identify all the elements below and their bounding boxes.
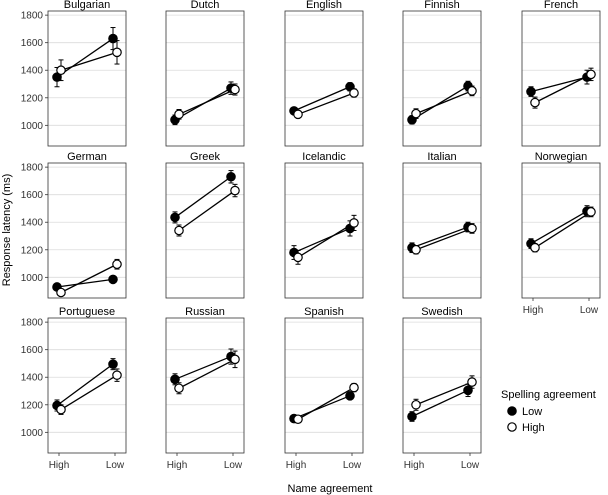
panel-russian bbox=[166, 306, 244, 471]
panel-title: Italian bbox=[427, 151, 457, 163]
panel-title: German bbox=[67, 151, 107, 163]
y-tick-label: 1000 bbox=[20, 120, 43, 132]
point-low bbox=[227, 173, 235, 181]
point-low bbox=[109, 360, 117, 368]
panel-finnish bbox=[403, 0, 481, 146]
legend-low-label: Low bbox=[522, 406, 543, 418]
y-tick-label: 1400 bbox=[20, 372, 43, 384]
y-tick-label: 1800 bbox=[20, 317, 43, 329]
point-low bbox=[464, 386, 472, 394]
panel-title: Icelandic bbox=[302, 151, 346, 163]
panel-dutch bbox=[166, 0, 244, 146]
panel-portuguese bbox=[21, 306, 126, 471]
y-tick-label: 1600 bbox=[20, 190, 43, 202]
point-high bbox=[175, 110, 183, 118]
point-high bbox=[531, 244, 539, 252]
point-high bbox=[468, 224, 476, 232]
point-high bbox=[412, 246, 420, 254]
point-high bbox=[468, 378, 476, 386]
point-high bbox=[587, 208, 595, 216]
point-low bbox=[109, 34, 117, 42]
point-high bbox=[531, 98, 539, 106]
x-tick-label: High bbox=[403, 460, 425, 471]
x-axis-label: Name agreement bbox=[287, 483, 373, 495]
panel-greek bbox=[166, 151, 244, 298]
point-high bbox=[294, 415, 302, 423]
panel-background bbox=[403, 11, 481, 146]
point-low bbox=[346, 392, 354, 400]
x-tick-label: High bbox=[166, 460, 188, 471]
panel-title: Finnish bbox=[424, 0, 460, 11]
x-tick-label: Low bbox=[223, 460, 243, 471]
y-tick-label: 1200 bbox=[20, 93, 43, 105]
y-tick-label: 1200 bbox=[20, 400, 43, 412]
point-high bbox=[57, 288, 65, 296]
x-tick-label: Low bbox=[579, 305, 599, 316]
legend-title: Spelling agreement bbox=[501, 389, 596, 401]
panel-german bbox=[21, 151, 126, 298]
legend-high-label: High bbox=[522, 422, 545, 434]
point-high bbox=[113, 48, 121, 56]
point-high bbox=[113, 371, 121, 379]
point-high bbox=[113, 260, 121, 268]
point-high bbox=[587, 70, 595, 78]
y-tick-label: 1200 bbox=[20, 245, 43, 257]
x-tick-label: High bbox=[285, 460, 307, 471]
y-axis-label: Response latency (ms) bbox=[1, 173, 13, 287]
panel-title: Russian bbox=[185, 306, 225, 318]
point-high bbox=[57, 405, 65, 413]
point-low bbox=[408, 412, 416, 420]
point-high bbox=[57, 66, 65, 74]
y-tick-label: 1600 bbox=[20, 38, 43, 50]
point-low bbox=[109, 275, 117, 283]
x-tick-label: High bbox=[48, 460, 70, 471]
point-high bbox=[350, 219, 358, 227]
panel-french bbox=[522, 0, 600, 146]
x-tick-label: Low bbox=[460, 460, 480, 471]
panel-english bbox=[285, 0, 363, 146]
panel-title: Portuguese bbox=[58, 306, 116, 318]
legend-low-marker bbox=[508, 407, 516, 415]
point-high bbox=[231, 355, 239, 363]
point-high bbox=[412, 401, 420, 409]
panel-title: Swedish bbox=[421, 306, 463, 318]
panel-title: Norwegian bbox=[534, 151, 588, 163]
point-high bbox=[231, 186, 239, 194]
y-tick-label: 1600 bbox=[20, 345, 43, 357]
panel-norwegian bbox=[522, 151, 600, 316]
panel-background bbox=[166, 11, 244, 146]
panel-background bbox=[285, 11, 363, 146]
panel-background bbox=[48, 318, 126, 453]
y-tick-label: 1800 bbox=[20, 162, 43, 174]
panel-title: Spanish bbox=[304, 306, 344, 318]
point-low bbox=[527, 87, 535, 95]
panel-title: Dutch bbox=[190, 0, 220, 11]
point-high bbox=[350, 89, 358, 97]
y-tick-label: 1400 bbox=[20, 217, 43, 229]
panel-title: French bbox=[543, 0, 579, 11]
panel-spanish bbox=[285, 306, 363, 471]
point-low bbox=[171, 213, 179, 221]
panel-title: English bbox=[305, 0, 343, 11]
y-tick-label: 1000 bbox=[20, 272, 43, 284]
x-tick-label: Low bbox=[342, 460, 362, 471]
y-tick-label: 1000 bbox=[20, 427, 43, 439]
point-high bbox=[350, 383, 358, 391]
y-tick-label: 1400 bbox=[20, 65, 43, 77]
point-high bbox=[468, 87, 476, 95]
panel-title: Greek bbox=[190, 151, 220, 163]
y-tick-label: 1800 bbox=[20, 10, 43, 22]
point-high bbox=[294, 253, 302, 261]
point-high bbox=[294, 110, 302, 118]
x-tick-label: High bbox=[522, 305, 544, 316]
legend-high-marker bbox=[508, 423, 516, 431]
panel-bulgarian bbox=[21, 0, 126, 146]
legend bbox=[501, 389, 596, 434]
point-high bbox=[412, 109, 420, 117]
x-tick-label: Low bbox=[105, 460, 125, 471]
panel-title: Bulgarian bbox=[63, 0, 111, 11]
panel-italian bbox=[403, 151, 481, 298]
point-high bbox=[231, 85, 239, 93]
panel-icelandic bbox=[285, 151, 363, 298]
point-low bbox=[171, 375, 179, 383]
point-high bbox=[175, 226, 183, 234]
panel-swedish bbox=[403, 306, 481, 471]
point-high bbox=[175, 384, 183, 392]
